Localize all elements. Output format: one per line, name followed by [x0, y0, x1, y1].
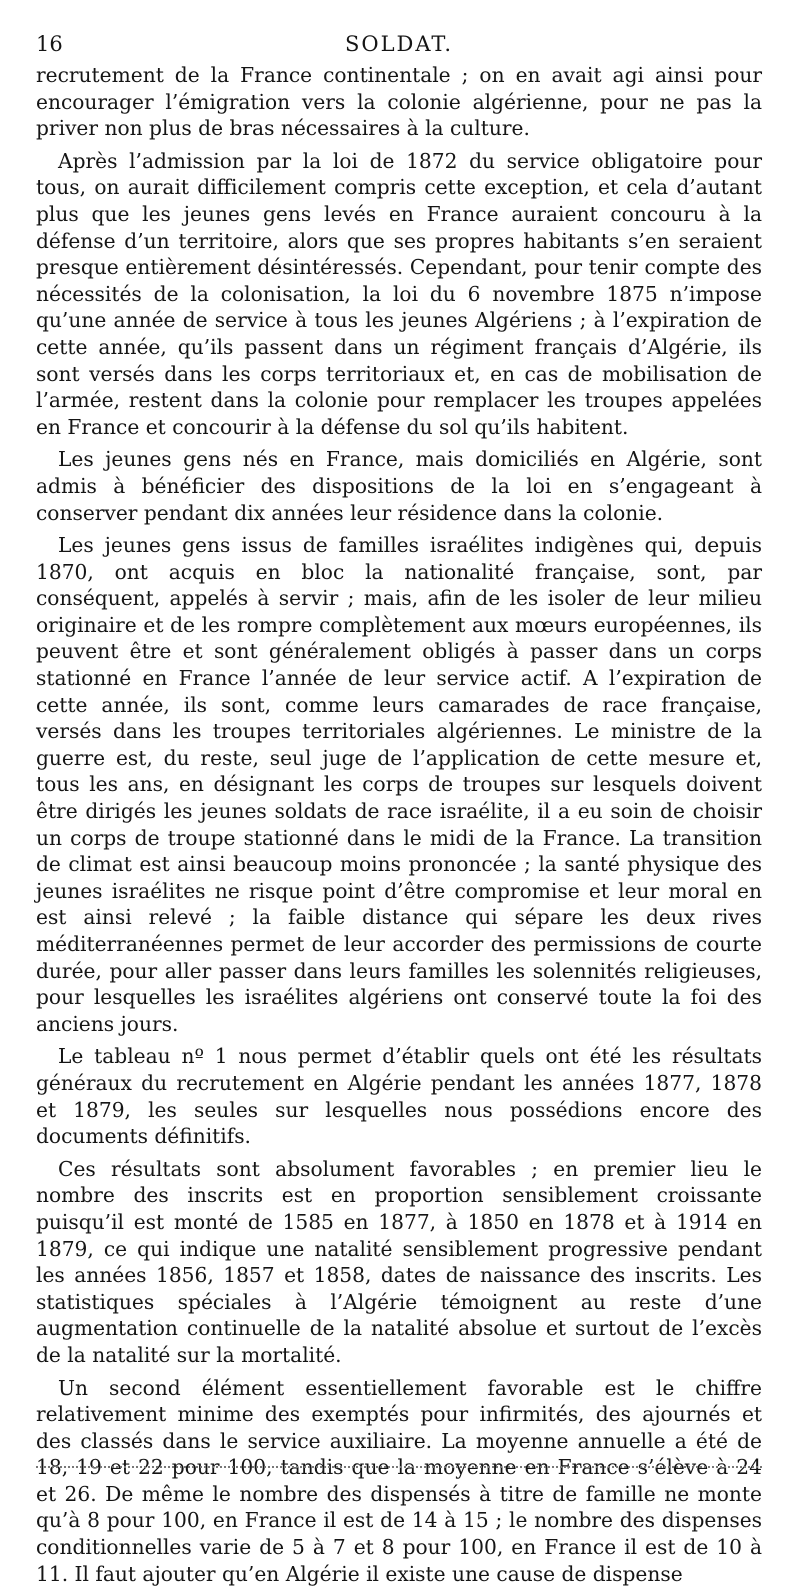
paragraph: Après l’admission par la loi de 1872 du service obligatoire pour tous, on aurait difficilement compris cette exception, et cela d’autant plus que les jeunes gens levés en France auraient concouru à la défense d’un territoire, alors que ses propres habitants s’en seraient presque entièrement désintéressés. Cependant, pour tenir compte des nécessités de la colonisation, la loi du 6 novembre 1875 n’impose qu’une année de service à tous les jeunes Algériens ; à l’expiration de cette année, qu’ils passent dans un régiment français d’Algérie, ils sont versés dans les corps territoriaux et, en cas de mobilisation de l’armée, restent dans la colonie pour remplacer les troupes appelées en France et concourir à la défense du sol qu’ils habitent.	[36, 148, 762, 439]
paragraph: Ces résultats sont absolument favorables ; en premier lieu le nombre des inscrits est en proportion sensiblement croissante puisqu’il est monté de 1585 en 1877, à 1850 en 1878 et à 1914 en 1879, ce qui indique une natalité sensiblement progressive pendant les années 1856, 1857 et 1858, dates de naissance des inscrits. Les statistiques spéciales à l’Algérie témoignent au reste d’une augmentation continuelle de la natalité absolue et surtout de l’excès de la natalité sur la mortalité.	[36, 1156, 762, 1367]
paragraph: Les jeunes gens issus de familles israélites indigènes qui, depuis 1870, ont acquis en bloc la nationalité française, sont, par conséquent, appelés à servir ; mais, afin de les isoler de leur milieu originaire et de les rompre complètement aux mœurs européennes, ils peuvent être et sont généralement obligés à passer dans un corps stationné en France l’année de leur service actif. A l’expiration de cette année, ils sont, comme leurs camarades de race française, versés dans les troupes territoriales algériennes. Le ministre de la guerre est, du reste, seul juge de l’application de cette mesure et, tous les ans, en désignant les corps de troupes sur lesquels doivent être dirigés les jeunes soldats de race israélite, il a eu soin de choisir un corps de troupe stationné dans le midi de la France. La transition de climat est ainsi beaucoup moins prononcée ; la santé physique des jeunes israélites ne risque point d’être compromise et leur moral en est ainsi relevé ; la faible distance qui sépare les deux rives méditerranéennes permet de leur accorder des permissions de courte durée, pour aller passer dans leurs familles les solennités religieuses, pour lesquelles les israélites algériens ont conservé toute la foi des anciens jours.	[36, 533, 762, 1036]
running-title: SOLDAT.	[345, 32, 453, 56]
paragraph: Le tableau nº 1 nous permet d’établir quels ont été les résultats généraux du recrutement en Algérie pendant les années 1877, 1878 et 1879, les seules sur lesquelles nous possédions encore des documents définitifs.	[36, 1044, 762, 1149]
page-header	[36, 28, 762, 60]
page-number: 16	[36, 32, 63, 56]
paragraph: Les jeunes gens nés en France, mais domiciliés en Algérie, sont admis à bénéficier des dispositions de la loi en s’engageant à conserver pendant dix années leur résidence dans la colonie.	[36, 447, 762, 525]
paragraph-continuation: recrutement de la France continentale ; on en avait agi ainsi pour encourager l’émigration vers la colonie algérienne, pour ne pas la priver non plus de bras nécessaires à la culture.	[36, 63, 762, 141]
footer-dotted-rule	[36, 1466, 762, 1468]
body-text	[36, 62, 762, 1593]
paragraph: Un second élément essentiellement favorable est le chiffre relativement minime des exemptés pour infirmités, des ajournés et des classés dans le service auxiliaire. La moyenne annuelle a été de 18, 19 et 22 pour 100, tandis que la moyenne en France s’élève à 24 et 26. De même le nombre des dispensés à titre de famille ne monte qu’à 8 pour 100, en France il est de 14 à 15 ; le nombre des dispenses conditionnelles varie de 5 à 7 et 8 pour 100, en France il est de 10 à 11. Il faut ajouter qu’en Algérie il existe une cause de dispense	[36, 1375, 762, 1586]
